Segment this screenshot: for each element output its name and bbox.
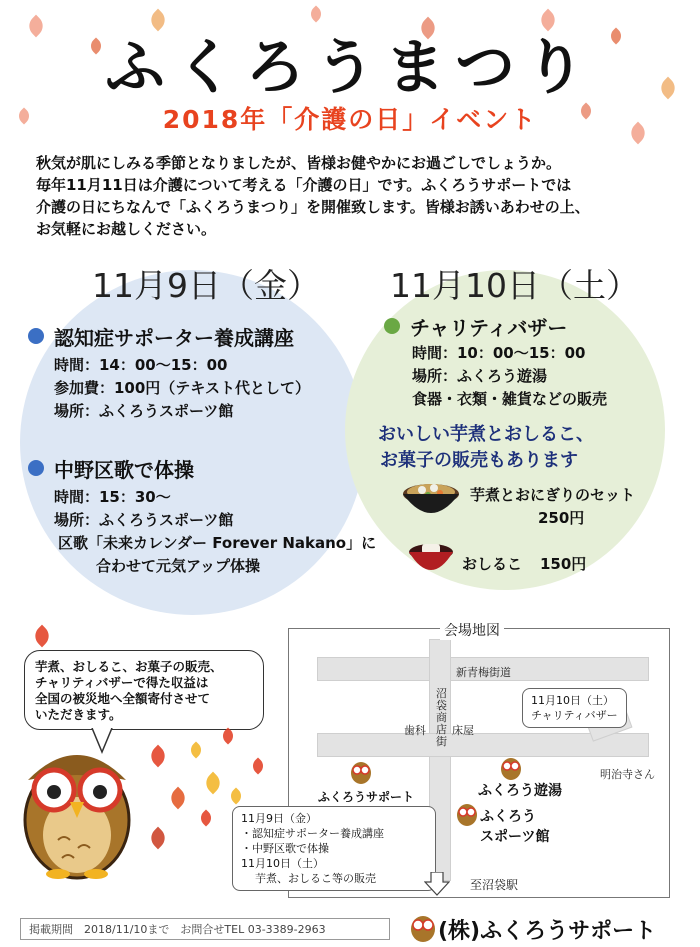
event2-place: 場所：ふくろうスポーツ館 (54, 511, 234, 529)
map-label-sports: ふくろう (480, 809, 536, 825)
owl-logo-icon (410, 914, 436, 942)
speech-line: 芋煮、おしるこ、お菓子の販売、 (35, 659, 223, 674)
intro-line: 介護の日にちなんで「ふくろうまつり」を開催致します。皆様お誘いあわせの上、 (36, 198, 590, 216)
maple-leaf-icon (147, 745, 170, 768)
bazaar-place: 場所：ふくろう遊湯 (412, 367, 548, 385)
oshiruko-bowl-icon (406, 540, 456, 582)
item2-price: 150円 (540, 555, 587, 573)
map-title: 会場地図 (440, 620, 504, 640)
map-label-station: 至沼袋駅 (470, 878, 519, 892)
bazaar-goods: 食器・衣類・雑貨などの販売 (412, 390, 608, 408)
day2-date: 11月10日（土） (390, 266, 639, 305)
event2-title: 中野区歌で体操 (54, 458, 194, 482)
intro-line: 秋気が肌にしみる季節となりましたが、皆様お健やかにお過ごしでしょうか。 (36, 154, 562, 172)
item2-name: おしるこ (462, 555, 523, 573)
imoni-bowl-icon (400, 476, 462, 526)
bullet-icon (28, 460, 44, 476)
maple-leaf-icon (202, 772, 225, 795)
intro-line: 毎年11月11日は介護について考える「介護の日」です。ふくろうサポートでは (36, 176, 572, 194)
intro-text (36, 152, 676, 240)
event2-desc: 区歌「未来カレンダー Forever Nakano」に (58, 534, 377, 552)
event-subtitle: 2018年「介護の日」イベント (162, 105, 538, 134)
owl-icon (18, 740, 136, 880)
speech-line: 全国の被災地へ全額寄付させて (35, 691, 211, 706)
callout-line: 芋煮、おしるこ等の販売 (255, 872, 376, 885)
speech-line: チャリティバザーで得た収益は (35, 675, 209, 690)
map-callout-events (232, 806, 436, 891)
page-title: ふくろうまつり (105, 33, 595, 103)
bullet-icon (28, 328, 44, 344)
map-label-yuyu: ふくろう遊湯 (478, 783, 562, 799)
company-name: (株)ふくろうサポート (438, 919, 657, 944)
maple-leaf-icon (228, 788, 245, 805)
maple-leaf-icon (31, 625, 54, 648)
event2-desc: 合わせて元気アップ体操 (96, 557, 260, 575)
map-label-road: 新青梅街道 (456, 666, 511, 679)
callout-line: チャリティバザー (531, 709, 618, 722)
event1-fee: 参加費：100円（テキスト代として） (54, 379, 311, 397)
maple-leaf-icon (167, 787, 190, 810)
item1-name: 芋煮とおにぎりのセット (470, 486, 636, 504)
food-highlight: お菓子の販売もあります (380, 450, 578, 471)
event2-time: 時間：15：30～ (54, 488, 171, 506)
callout-line: ・中野区歌で体操 (241, 842, 329, 855)
donation-speech-bubble (24, 650, 264, 730)
owl-marker-icon (456, 802, 478, 826)
maple-leaf-icon (250, 758, 267, 775)
event1-time: 時間：14：00～15：00 (54, 356, 228, 374)
event1-title: 認知症サポーター養成講座 (54, 326, 294, 350)
callout-line: ・認知症サポーター養成講座 (241, 827, 384, 840)
item1-price: 250円 (538, 509, 585, 527)
map-label-dentist: 歯科 (404, 724, 426, 737)
down-arrow-icon (424, 872, 450, 896)
bazaar-time: 時間：10：00～15：00 (412, 344, 586, 362)
callout-line: 11月10日（土） (531, 694, 614, 707)
maple-leaf-icon (188, 742, 205, 759)
maple-leaf-icon (147, 827, 170, 850)
day1-date: 11月9日（金） (92, 266, 320, 305)
speech-line: いただきます。 (35, 707, 122, 722)
maple-leaf-icon (198, 810, 215, 827)
map-label-sports: スポーツ館 (480, 829, 550, 845)
map-label-barber: 床屋 (452, 724, 474, 737)
footer-period-contact: 掲載期間 2018/11/10まで お問合せTEL 03-3389-2963 (20, 918, 390, 940)
bazaar-title: チャリティバザー (410, 316, 568, 340)
map-label-temple: 明治寺さん (600, 768, 655, 781)
map-callout-bazaar (522, 688, 627, 728)
intro-line: お気軽にお越しください。 (36, 220, 217, 238)
callout-line: 11月10日（土） (241, 857, 324, 870)
event1-place: 場所：ふくろうスポーツ館 (54, 402, 234, 420)
map-label-street: 沼袋商店街 (436, 687, 447, 748)
owl-marker-icon (500, 756, 522, 780)
maple-leaf-icon (220, 728, 237, 745)
map-label-support: ふくろうサポート (318, 790, 415, 804)
callout-line: 11月9日（金） (241, 812, 317, 825)
bullet-icon (384, 318, 400, 334)
owl-marker-icon (350, 760, 372, 784)
food-highlight: おいしい芋煮とおしるこ、 (378, 424, 594, 445)
